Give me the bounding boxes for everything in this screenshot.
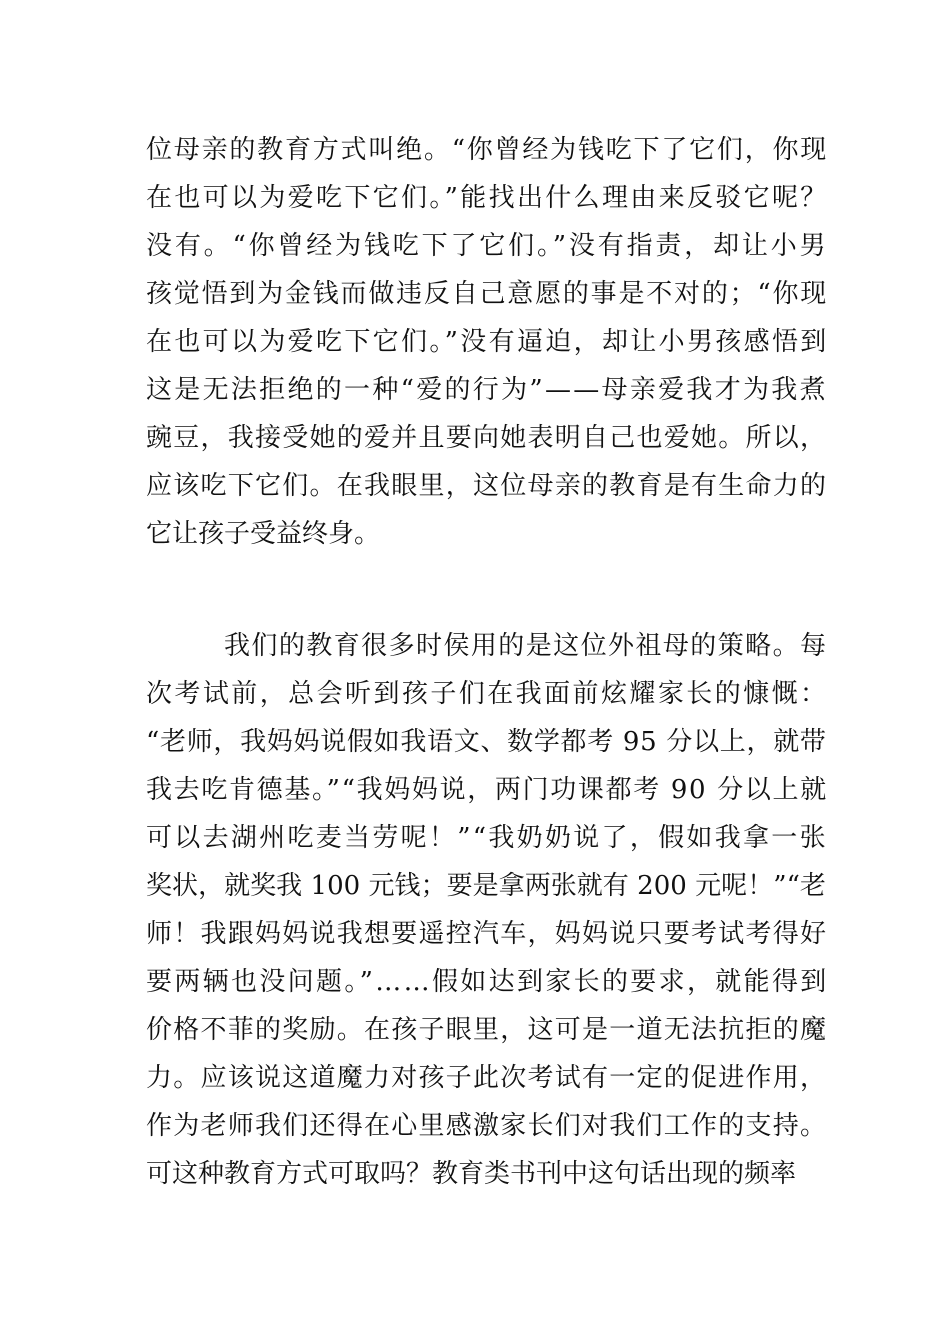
paragraph-line: 可以去湖州吃麦当劳呢！”“我奶奶说了，假如我拿一张: [146, 823, 828, 853]
paragraph-line: 我去吃肯德基。”“我妈妈说，两门功课都考 90 分以上就: [146, 775, 828, 805]
paragraph-line: 我们的教育很多时侯用的是这位外祖母的策略。每: [224, 631, 828, 661]
paragraph-line: 它让孩子受益终身。: [146, 519, 381, 549]
paragraph-line: 没有。“你曾经为钱吃下了它们。”没有指责，却让小男: [146, 231, 829, 261]
paragraph-line: 师！我跟妈妈说我想要遥控汽车，妈妈说只要考试考得好: [146, 919, 828, 949]
paragraph-line: 作为老师我们还得在心里感激家长们对我们工作的支持。: [146, 1111, 828, 1141]
paragraph-line: 次考试前，总会听到孩子们在我面前炫耀家长的慷慨：: [146, 679, 829, 709]
paragraph-line: 孩觉悟到为金钱而做违反自己意愿的事是不对的；“你现: [146, 279, 829, 309]
paragraph-line: 要两辆也没问题。”……假如达到家长的要求，就能得到: [146, 967, 829, 997]
paragraph-line: 位母亲的教育方式叫绝。“你曾经为钱吃下了它们，你现: [146, 135, 829, 165]
paragraph-line: 这是无法拒绝的一种“爱的行为”——母亲爱我才为我煮: [146, 375, 828, 405]
paragraph-line: 价格不菲的奖励。在孩子眼里，这可是一道无法抗拒的魔: [146, 1015, 828, 1045]
paragraph-line: 可这种教育方式可取吗？教育类书刊中这句话出现的频率: [146, 1159, 797, 1189]
paragraph-line: 豌豆，我接受她的爱并且要向她表明自己也爱她。所以，: [146, 423, 828, 453]
paragraph-line: 应该吃下它们。在我眼里，这位母亲的教育是有生命力的: [146, 471, 828, 501]
paragraph-line: 在也可以为爱吃下它们。”没有逼迫，却让小男孩感悟到: [146, 327, 829, 357]
paragraph-line: 力。应该说这道魔力对孩子此次考试有一定的促进作用，: [146, 1063, 828, 1093]
paragraph-line: 在也可以为爱吃下它们。”能找出什么理由来反驳它呢？: [146, 183, 829, 213]
paragraph-line: “老师，我妈妈说假如我语文、数学都考 95 分以上，就带: [146, 727, 827, 757]
paragraph-line: 奖状，就奖我 100 元钱；要是拿两张就有 200 元呢！”“老: [146, 871, 826, 901]
